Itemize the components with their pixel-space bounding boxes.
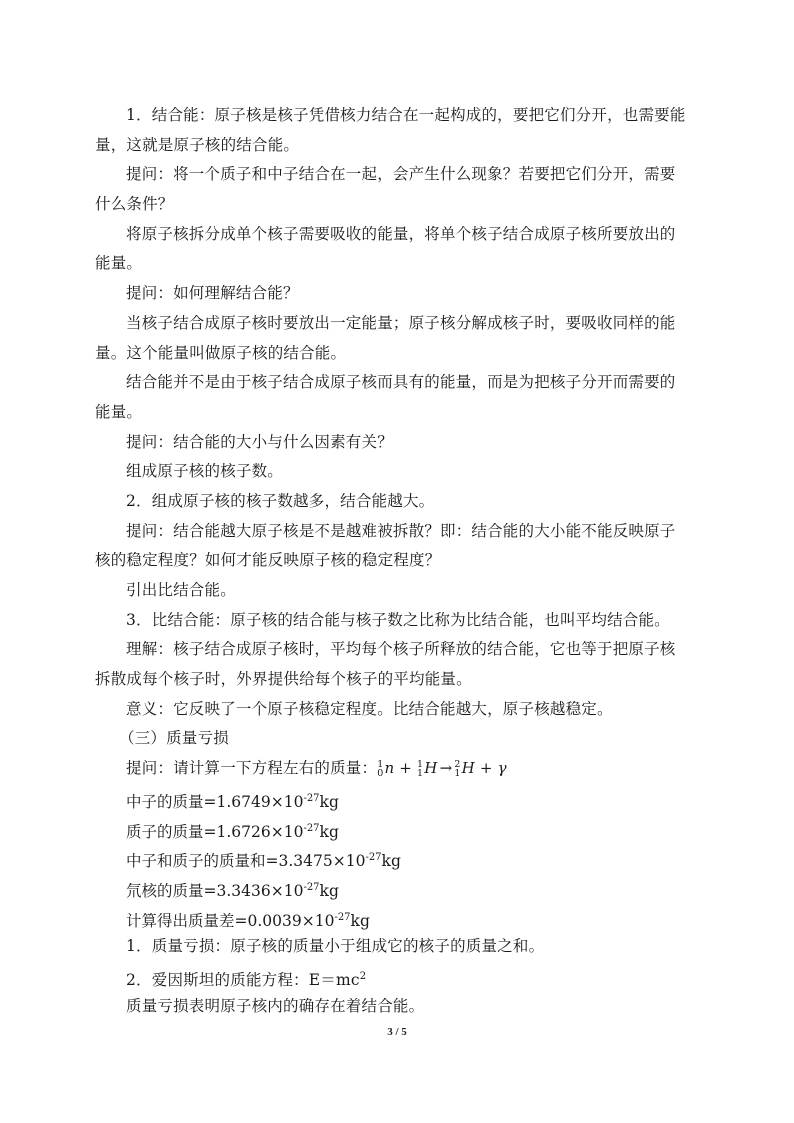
text-line: 拆散成每个核子时，外界提供给每个核子的平均能量。 [95, 670, 472, 689]
text-line: 提问：将一个质子和中子结合在一起，会产生什么现象？若要把它们分开，需要 [126, 165, 676, 184]
text-line: 引出比结合能。 [126, 581, 236, 599]
conclusion-line: 质量亏损表明原子核内的确存在着结合能。 [126, 996, 425, 1015]
text-line: 提问：结合能的大小与什么因素有关？ [126, 432, 393, 451]
equation-prompt: 提问：请计算一下方程左右的质量： [126, 759, 378, 778]
text-line: 结合能并不是由于核子结合成原子核而具有的能量，而是为把核子分开而需要的 [126, 373, 676, 392]
nuclear-equation: 1 0 n + 1 1 H → 2 1 H + γ [377, 759, 507, 780]
text-line: 量，这就是原子核的结合能。 [95, 135, 300, 154]
mass-list [95, 784, 700, 932]
text-line: 能量。 [95, 254, 143, 273]
document-body [95, 101, 700, 1021]
text-line: 组成原子核的核子数。 [126, 462, 284, 481]
einstein-equation: 2．爱因斯坦的质能方程：$E=mc^2$ [126, 970, 367, 989]
mass-line: 中子和质子的质量和$=3.3475\times 10^{-27}kg$ [126, 852, 401, 871]
text-line: 2．组成原子核的核子数越多，结合能越大。 [126, 491, 435, 510]
mass-line: 中子的质量$=1.6749\times 10^{-27}kg$ [126, 792, 339, 811]
mass-line: 氘核的质量$=3.3436\times 10^{-27}kg$ [126, 881, 339, 900]
mass-defect-definition: 1．质量亏损：原子核的质量小于组成它的核子的质量之和。 [126, 937, 545, 956]
mass-line: 质子的质量$=1.6726\times 10^{-27}kg$ [126, 822, 339, 841]
text-line: 意义：它反映了一个原子核稳定程度。比结合能越大，原子核越稳定。 [126, 699, 613, 718]
mass-line: 计算得出质量差$=0.0039\times 10^{-27}kg$ [126, 911, 370, 930]
equation-line [95, 754, 700, 784]
text-line: 理解：核子结合成原子核时，平均每个核子所释放的结合能，它也等于把原子核 [126, 640, 676, 659]
text-line: 将原子核拆分成单个核子需要吸收的能量，将单个核子结合成原子核所要放出的 [126, 224, 676, 243]
text-line: 能量。 [95, 402, 143, 421]
text-line: 1．结合能：原子核是核子凭借核力结合在一起构成的，要把它们分开，也需要能 [126, 106, 686, 124]
text-line: 什么条件？ [95, 195, 174, 214]
text-line: 提问：结合能越大原子核是不是越难被拆散？即：结合能的大小能不能反映原子 [126, 521, 676, 540]
text-line: 提问：如何理解结合能？ [126, 284, 299, 303]
text-line: （三）质量亏损 [119, 729, 229, 748]
text-line: 3．比结合能：原子核的结合能与核子数之比称为比结合能，也叫平均结合能。 [126, 610, 670, 629]
text-line: 核的稳定程度？如何才能反映原子核的稳定程度？ [95, 551, 441, 570]
text-line: 量。这个能量叫做原子核的结合能。 [95, 343, 347, 362]
paragraph-block [95, 101, 700, 754]
page-number: 3 / 5 [387, 1026, 407, 1038]
text-line: 当核子结合成原子核时要放出一定能量；原子核分解成核子时，要吸收同样的能 [126, 313, 676, 332]
